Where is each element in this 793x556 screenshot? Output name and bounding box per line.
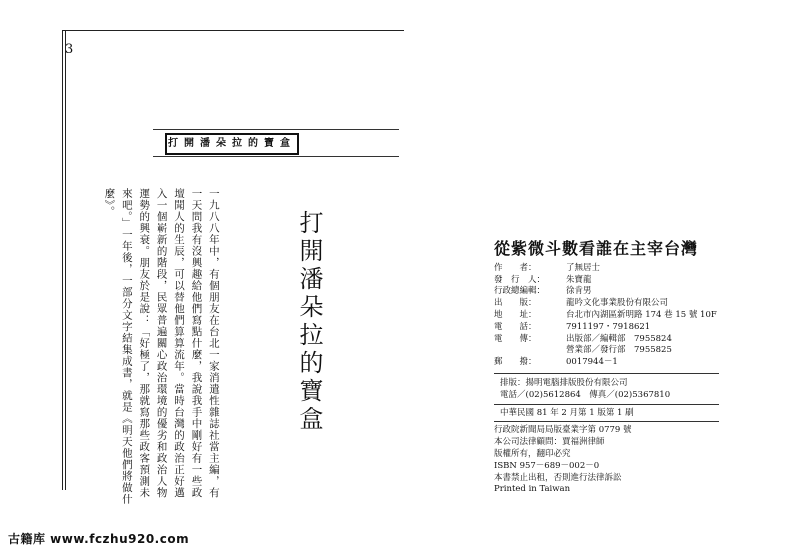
legal-line: 本書禁止出租，否則進行法律訴訟 xyxy=(494,472,622,483)
info-row: 營業部／發行部 7955825 xyxy=(566,345,672,356)
printer-info xyxy=(494,373,719,405)
left-page-left-rule-inner xyxy=(65,30,66,490)
chapter-banner xyxy=(153,129,399,157)
legal-line: 本公司法律顧問：賈福洲律師 xyxy=(494,437,605,448)
book-title: 從紫微斗數看誰在主宰台灣 xyxy=(494,239,699,258)
info-row: 地 址： 台北市內湖區新明路 174 巷 15 號 10F xyxy=(494,309,717,320)
info-row: 發 行 人： 朱寶龍 xyxy=(494,274,592,285)
printer-name: 排版：揚明電腦排版股份有限公司 xyxy=(500,377,628,388)
vertical-chapter-title: 打開潘朵拉的寶盒 xyxy=(295,210,323,434)
info-row: 作 者： 了無居士 xyxy=(494,262,601,273)
legal-line: 行政院新聞局局版臺業字第 0779 號 xyxy=(494,425,632,436)
info-row: 電 傳： 出版部／編輯部 7955824 xyxy=(494,333,672,344)
colophon xyxy=(494,239,719,496)
printer-contact: 電話／(02)5612864 傳真／(02)5367810 xyxy=(500,389,671,400)
site-watermark: 古籍库 www.fczhu920.com xyxy=(8,532,190,546)
legal-line: 版權所有，翻印必究 xyxy=(494,448,571,459)
printed-in: Printed in Taiwan xyxy=(494,484,571,495)
chapter-body-text: 一九八八年中，有個朋友在台北一家消遣性雜誌社當主編，有一天問我有沒興趣給他們寫點什麼，我說我手中剛好有一些政壇聞人的生辰，可以替他們算算流年。當時台灣的政治正好邁入一個嶄新的階段，民眾普遍關心政治環境的優劣和政治人物運勢的興衰。朋友於是說：「好極了，那就寫那些政客預測未來吧。」一年後，一部分文字結集成書，就是《明天他們將做什麼》。 xyxy=(103,188,220,505)
left-page xyxy=(0,0,420,520)
info-row: 電 話： 7911197・7918621 xyxy=(494,321,651,332)
banner-title: 打開潘朵拉的寶盒 xyxy=(165,133,299,155)
left-page-left-rule xyxy=(62,30,63,490)
info-row: 郵 撥： 0017944－1 xyxy=(494,357,618,368)
info-row: 行政總編輯： 徐肯男 xyxy=(494,286,592,297)
page-number: 3 xyxy=(65,42,74,57)
info-row: 出 版： 龍吟文化事業股份有限公司 xyxy=(494,298,669,309)
legal-info xyxy=(494,425,719,496)
isbn: ISBN 957－689－002－0 xyxy=(494,460,600,471)
edition-date: 中華民國 81 年 2 月第 1 版第 1 刷 xyxy=(494,405,719,423)
right-page xyxy=(420,0,793,520)
publication-info xyxy=(494,263,719,369)
left-page-top-rule xyxy=(62,30,404,31)
